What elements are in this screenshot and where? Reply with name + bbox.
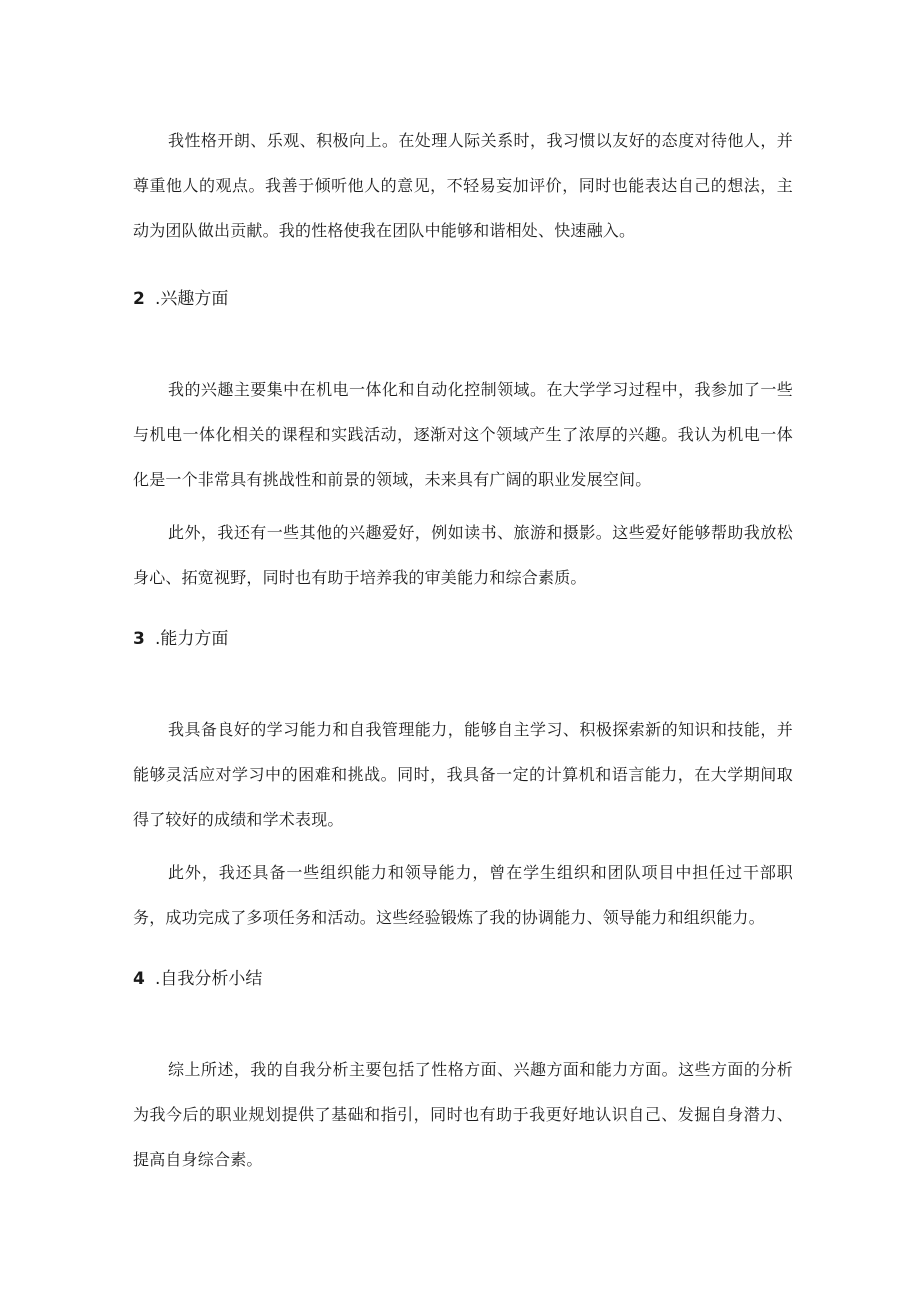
section-title: .能力方面 xyxy=(155,629,229,649)
section-title: .兴趣方面 xyxy=(155,289,229,309)
section-title: .自我分析小结 xyxy=(155,969,263,989)
section-number: 2 xyxy=(133,289,145,309)
section-heading-abilities xyxy=(133,627,228,651)
paragraph-abilities-1: 我具备良好的学习能力和自我管理能力，能够自主学习、积极探索新的知识和技能，并能够灵活应对学习中的困难和挑战。同时，我具备一定的计算机和语言能力，在大学期间取得了较好的成绩和学术表现。 xyxy=(133,720,793,829)
section-number: 4 xyxy=(133,969,145,989)
section-heading-summary xyxy=(133,967,262,991)
paragraph-personality: 我性格开朗、乐观、积极向上。在处理人际关系时，我习惯以友好的态度对待他人，并尊重他人的观点。我善于倾听他人的意见，不轻易妄加评价，同时也能表达自己的想法，主动为团队做出贡献。我的性格使我在团队中能够和谐相处、快速融入。 xyxy=(133,131,793,240)
section-number: 3 xyxy=(133,629,145,649)
paragraph-interests-2: 此外，我还有一些其他的兴趣爱好，例如读书、旅游和摄影。这些爱好能够帮助我放松身心、拓宽视野，同时也有助于培养我的审美能力和综合素质。 xyxy=(133,523,793,587)
section-heading-interests xyxy=(133,287,228,311)
paragraph-abilities-2: 此外，我还具备一些组织能力和领导能力，曾在学生组织和团队项目中担任过干部职务，成功完成了多项任务和活动。这些经验锻炼了我的协调能力、领导能力和组织能力。 xyxy=(133,863,793,927)
paragraph-interests-1: 我的兴趣主要集中在机电一体化和自动化控制领域。在大学学习过程中，我参加了一些与机电一体化相关的课程和实践活动，逐渐对这个领域产生了浓厚的兴趣。我认为机电一体化是一个非常具有挑战性和前景的领域，未来具有广阔的职业发展空间。 xyxy=(133,380,793,489)
paragraph-summary: 综上所述，我的自我分析主要包括了性格方面、兴趣方面和能力方面。这些方面的分析为我今后的职业规划提供了基础和指引，同时也有助于我更好地认识自己、发掘自身潜力、提高自身综合素。 xyxy=(133,1060,793,1169)
